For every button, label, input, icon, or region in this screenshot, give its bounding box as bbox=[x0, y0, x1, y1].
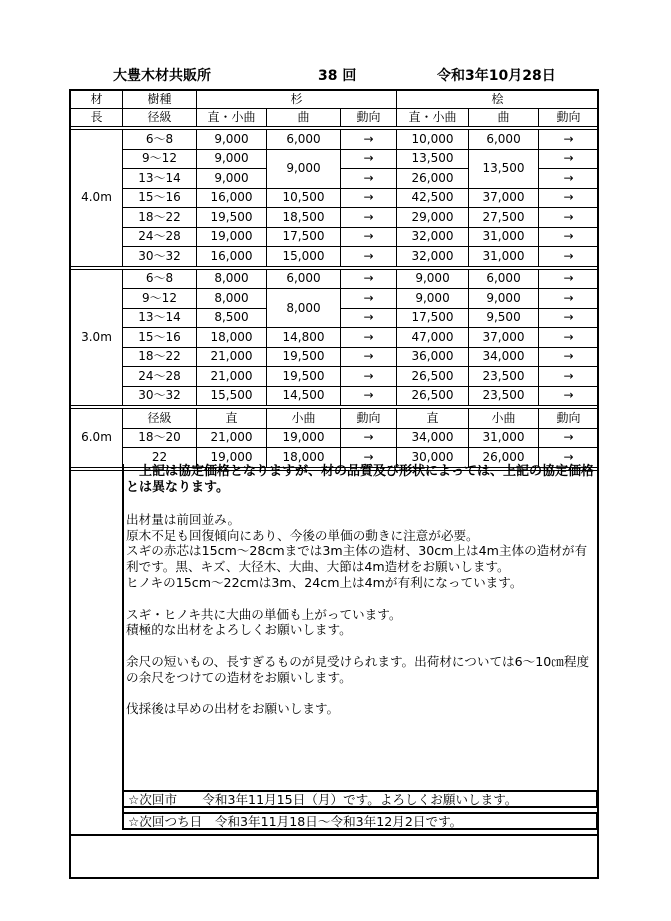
sugi-straight-price: 21,000 bbox=[197, 428, 267, 448]
grade-cell: 13～14 bbox=[123, 169, 197, 189]
sugi-trend: → bbox=[341, 386, 397, 406]
subheader-hinoki-trend: 動向 bbox=[539, 409, 599, 429]
sugi-bend-price: 6,000 bbox=[267, 130, 341, 150]
grade-cell: 13～14 bbox=[123, 308, 197, 328]
table-row bbox=[71, 188, 599, 208]
sugi-trend: → bbox=[341, 347, 397, 367]
header-hinoki-trend: 動向 bbox=[539, 109, 599, 127]
hinoki-straight-price: 32,000 bbox=[397, 227, 469, 247]
sugi-trend: → bbox=[341, 247, 397, 267]
hinoki-trend: → bbox=[539, 208, 599, 228]
header-sugi-bend: 曲 bbox=[267, 109, 341, 127]
hinoki-bend-price: 23,500 bbox=[469, 386, 539, 406]
header-jushu: 樹種 bbox=[123, 91, 197, 109]
hinoki-trend: → bbox=[539, 289, 599, 309]
hinoki-straight-price: 9,000 bbox=[397, 269, 469, 289]
price-table bbox=[70, 90, 599, 471]
hinoki-straight-price: 9,000 bbox=[397, 289, 469, 309]
length-label: 3.0m bbox=[71, 269, 123, 406]
hinoki-bend-price: 37,000 bbox=[469, 328, 539, 348]
hinoki-trend: → bbox=[539, 367, 599, 387]
sugi-trend: → bbox=[341, 448, 397, 468]
sugi-bend-price: 10,500 bbox=[267, 188, 341, 208]
hinoki-bend-price: 6,000 bbox=[469, 269, 539, 289]
header-hinoki-straight: 直・小曲 bbox=[397, 109, 469, 127]
hinoki-trend: → bbox=[539, 269, 599, 289]
price-warning: 上記は協定価格となりますが、材の品質及び形状によっては、上記の協定価格とは異なります。 bbox=[126, 464, 595, 495]
hinoki-straight-price: 32,000 bbox=[397, 247, 469, 267]
hinoki-bend-price: 31,000 bbox=[469, 247, 539, 267]
hinoki-bend-price: 27,500 bbox=[469, 208, 539, 228]
hinoki-bend-price: 37,000 bbox=[469, 188, 539, 208]
grade-cell: 15～16 bbox=[123, 328, 197, 348]
sugi-trend: → bbox=[341, 188, 397, 208]
table-row bbox=[71, 247, 599, 267]
hinoki-straight-price: 17,500 bbox=[397, 308, 469, 328]
hinoki-bend-price: 6,000 bbox=[469, 130, 539, 150]
table-row bbox=[71, 328, 599, 348]
sugi-straight-price: 8,500 bbox=[197, 308, 267, 328]
sugi-straight-price: 16,000 bbox=[197, 247, 267, 267]
hinoki-straight-price: 34,000 bbox=[397, 428, 469, 448]
sugi-trend: → bbox=[341, 289, 397, 309]
sugi-straight-price: 19,000 bbox=[197, 448, 267, 468]
hinoki-straight-price: 13,500 bbox=[397, 149, 469, 169]
sugi-bend-price: 8,000 bbox=[267, 289, 341, 328]
grade-cell: 18～20 bbox=[123, 428, 197, 448]
sugi-straight-price: 9,000 bbox=[197, 130, 267, 150]
table-row bbox=[71, 227, 599, 247]
table-row bbox=[71, 386, 599, 406]
sugi-straight-price: 21,000 bbox=[197, 367, 267, 387]
grade-cell: 9～12 bbox=[123, 289, 197, 309]
table-row bbox=[71, 269, 599, 289]
hinoki-straight-price: 42,500 bbox=[397, 188, 469, 208]
note-line: スギの赤芯は15cm～28cmまでは3m主体の造材、30cm上は4m主体の造材が有利です。黒、キズ、大径木、大曲、大節は4m造材をお願いします。 bbox=[126, 543, 588, 575]
hinoki-straight-price: 26,500 bbox=[397, 367, 469, 387]
grade-cell: 30～32 bbox=[123, 247, 197, 267]
sugi-straight-price: 21,000 bbox=[197, 347, 267, 367]
sugi-trend: → bbox=[341, 269, 397, 289]
hinoki-straight-price: 10,000 bbox=[397, 130, 469, 150]
hinoki-bend-price: 31,000 bbox=[469, 227, 539, 247]
sugi-trend: → bbox=[341, 367, 397, 387]
header-zai: 材 bbox=[71, 91, 123, 109]
grade-cell: 6～8 bbox=[123, 269, 197, 289]
hinoki-trend: → bbox=[539, 328, 599, 348]
table-row bbox=[71, 367, 599, 387]
grade-cell: 9～12 bbox=[123, 149, 197, 169]
sugi-bend-price: 19,000 bbox=[267, 428, 341, 448]
hinoki-trend: → bbox=[539, 227, 599, 247]
org-name: 大豊木材共販所 bbox=[113, 68, 211, 84]
sugi-bend-price: 18,000 bbox=[267, 448, 341, 468]
sugi-trend: → bbox=[341, 130, 397, 150]
sugi-trend: → bbox=[341, 149, 397, 169]
hinoki-straight-price: 29,000 bbox=[397, 208, 469, 228]
subheader-hinoki-straight: 直 bbox=[397, 409, 469, 429]
subheader-keikyu: 径級 bbox=[123, 409, 197, 429]
subheader-sugi-trend: 動向 bbox=[341, 409, 397, 429]
grade-cell: 6～8 bbox=[123, 130, 197, 150]
spacer bbox=[126, 591, 598, 607]
note-line: 出材量は前回並み。 bbox=[126, 511, 241, 527]
header-cho: 長 bbox=[71, 109, 123, 127]
hinoki-trend: → bbox=[539, 130, 599, 150]
sugi-straight-price: 8,000 bbox=[197, 289, 267, 309]
table-row bbox=[71, 428, 599, 448]
hinoki-bend-price: 9,000 bbox=[469, 289, 539, 309]
header-hinoki-bend: 曲 bbox=[469, 109, 539, 127]
grade-cell: 22 bbox=[123, 448, 197, 468]
sugi-straight-price: 18,000 bbox=[197, 328, 267, 348]
sugi-trend: → bbox=[341, 169, 397, 189]
subheader-sugi-straight: 直 bbox=[197, 409, 267, 429]
hinoki-trend: → bbox=[539, 308, 599, 328]
length-label: 4.0m bbox=[71, 130, 123, 267]
hinoki-trend: → bbox=[539, 448, 599, 468]
next-market: ☆次回市 令和3年11月15日（月）です。よろしくお願いします。 bbox=[122, 790, 598, 808]
sugi-trend: → bbox=[341, 328, 397, 348]
sugi-trend: → bbox=[341, 227, 397, 247]
sugi-bend-price: 15,000 bbox=[267, 247, 341, 267]
hinoki-trend: → bbox=[539, 247, 599, 267]
table-row bbox=[71, 347, 599, 367]
sugi-bend-price: 18,500 bbox=[267, 208, 341, 228]
hinoki-straight-price: 30,000 bbox=[397, 448, 469, 468]
hinoki-bend-price: 31,000 bbox=[469, 428, 539, 448]
note-line: 積極的な出材をよろしくお願いします。 bbox=[126, 622, 352, 638]
notes-section bbox=[70, 464, 598, 828]
spacer bbox=[126, 638, 598, 654]
sugi-trend: → bbox=[341, 208, 397, 228]
auction-round: 38 回 bbox=[318, 68, 357, 84]
sugi-straight-price: 19,500 bbox=[197, 208, 267, 228]
sugi-bend-price: 19,500 bbox=[267, 347, 341, 367]
grade-cell: 24～28 bbox=[123, 367, 197, 387]
hinoki-bend-price: 23,500 bbox=[469, 367, 539, 387]
note-line: スギ・ヒノキ共に大曲の単価も上がっています。 bbox=[126, 606, 402, 622]
header-keikyu: 径級 bbox=[123, 109, 197, 127]
hinoki-trend: → bbox=[539, 169, 599, 189]
hinoki-bend-price: 34,000 bbox=[469, 347, 539, 367]
grade-cell: 30～32 bbox=[123, 386, 197, 406]
length-label: 6.0m bbox=[71, 409, 123, 468]
hinoki-trend: → bbox=[539, 428, 599, 448]
hinoki-bend-price: 9,500 bbox=[469, 308, 539, 328]
spacer bbox=[126, 686, 598, 702]
sugi-bend-price: 9,000 bbox=[267, 149, 341, 188]
sugi-straight-price: 15,500 bbox=[197, 386, 267, 406]
hinoki-trend: → bbox=[539, 149, 599, 169]
sugi-bend-price: 14,500 bbox=[267, 386, 341, 406]
hinoki-straight-price: 26,000 bbox=[397, 169, 469, 189]
table-row bbox=[71, 149, 599, 169]
sugi-straight-price: 19,000 bbox=[197, 227, 267, 247]
sugi-trend: → bbox=[341, 308, 397, 328]
grade-cell: 18～22 bbox=[123, 208, 197, 228]
note-line: ヒノキの15cm～22cmは3m、24cm上は4mが有利になっています。 bbox=[126, 574, 523, 590]
sugi-straight-price: 9,000 bbox=[197, 169, 267, 189]
header-sugi-trend: 動向 bbox=[341, 109, 397, 127]
next-tsuchi: ☆次回つち日 令和3年11月18日～令和3年12月2日です。 bbox=[122, 812, 598, 830]
subheader-sugi-bend: 小曲 bbox=[267, 409, 341, 429]
footer-divider bbox=[70, 834, 598, 836]
notes-left-gutter bbox=[70, 464, 124, 828]
auction-date: 令和3年10月28日 bbox=[437, 68, 556, 84]
grade-cell: 15～16 bbox=[123, 188, 197, 208]
sugi-straight-price: 9,000 bbox=[197, 149, 267, 169]
notes-body bbox=[126, 464, 598, 717]
sugi-trend: → bbox=[341, 428, 397, 448]
sugi-bend-price: 14,800 bbox=[267, 328, 341, 348]
sugi-straight-price: 8,000 bbox=[197, 269, 267, 289]
hinoki-bend-price: 13,500 bbox=[469, 149, 539, 188]
sugi-bend-price: 17,500 bbox=[267, 227, 341, 247]
table-row bbox=[71, 289, 599, 309]
header-hinoki: 桧 bbox=[397, 91, 599, 109]
sugi-bend-price: 6,000 bbox=[267, 269, 341, 289]
grade-cell: 18～22 bbox=[123, 347, 197, 367]
sugi-straight-price: 16,000 bbox=[197, 188, 267, 208]
hinoki-straight-price: 26,500 bbox=[397, 386, 469, 406]
hinoki-trend: → bbox=[539, 347, 599, 367]
header-sugi-straight: 直・小曲 bbox=[197, 109, 267, 127]
header-sugi: 杉 bbox=[197, 91, 397, 109]
note-line: 原木不足も回復傾向にあり、今後の単価の動きに注意が必要。 bbox=[126, 527, 479, 543]
hinoki-bend-price: 26,000 bbox=[469, 448, 539, 468]
hinoki-straight-price: 36,000 bbox=[397, 347, 469, 367]
subheader-hinoki-bend: 小曲 bbox=[469, 409, 539, 429]
note-line: 余尺の短いもの、長すぎるものが見受けられます。出荷材については6～10㎝程度の余尺をつけての造材をお願いします。 bbox=[126, 653, 590, 685]
hinoki-trend: → bbox=[539, 188, 599, 208]
table-row bbox=[71, 130, 599, 150]
grade-cell: 24～28 bbox=[123, 227, 197, 247]
table-row bbox=[71, 208, 599, 228]
sugi-bend-price: 19,500 bbox=[267, 367, 341, 387]
hinoki-straight-price: 47,000 bbox=[397, 328, 469, 348]
hinoki-trend: → bbox=[539, 386, 599, 406]
note-line: 伐採後は早めの出材をお願いします。 bbox=[126, 701, 340, 717]
